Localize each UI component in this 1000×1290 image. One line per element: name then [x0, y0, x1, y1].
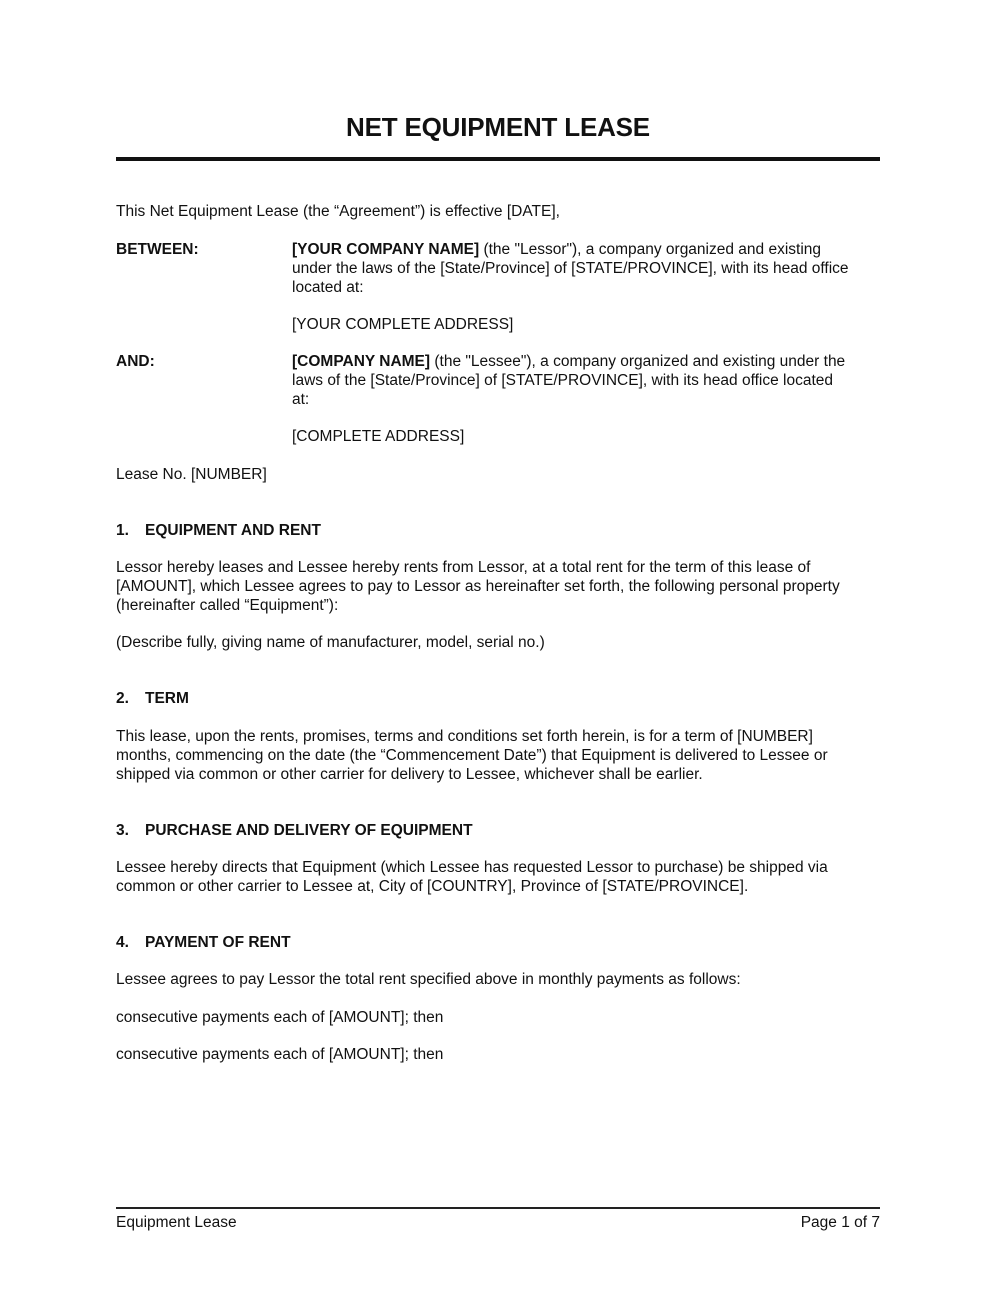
section-1-para-1-line-3: (hereinafter called “Equipment”):	[116, 597, 339, 614]
title-divider	[116, 157, 880, 161]
lessee-text: (the "Lessee"), a company organized and existing under the	[430, 353, 846, 370]
lessee-name: [COMPANY NAME]	[292, 353, 431, 370]
section-title: TERM	[145, 690, 189, 707]
section-3-line-2: common or other carrier to Lessee at, City of [COUNTRY], Province of [STATE/PROVINCE].	[116, 878, 749, 895]
section-heading-2	[116, 689, 189, 708]
lessor-text: (the "Lessor"), a company organized and existing	[479, 241, 822, 258]
footer-document-name: Equipment Lease	[116, 1214, 237, 1231]
section-2-line-2: months, commencing on the date (the “Commencement Date”) that Equipment is delivered to Lessee or	[116, 747, 828, 764]
document-title: NET EQUIPMENT LEASE	[346, 112, 650, 142]
lessor-name: [YOUR COMPANY NAME]	[292, 241, 480, 258]
lessee-line-2: laws of the [State/Province] of [STATE/PROVINCE], with its head office located	[292, 372, 834, 389]
section-4-para-1: Lessee agrees to pay Lessor the total rent specified above in monthly payments as follows:	[116, 971, 741, 988]
section-number: 2.	[116, 690, 129, 707]
footer-page-number: Page 1 of 7	[800, 1214, 880, 1231]
section-1-para-1-line-1: Lessor hereby leases and Lessee hereby rents from Lessor, at a total rent for the term of this lease of	[116, 559, 811, 576]
section-4-para-2: consecutive payments each of [AMOUNT]; then	[116, 1009, 444, 1026]
section-3-line-1: Lessee hereby directs that Equipment (which Lessee has requested Lessor to purchase) be shipped via	[116, 859, 828, 876]
section-heading-4	[116, 933, 291, 952]
section-title: PURCHASE AND DELIVERY OF EQUIPMENT	[145, 822, 473, 839]
lessee-line-3: at:	[292, 391, 310, 408]
footer-divider	[116, 1207, 880, 1209]
section-number: 4.	[116, 934, 129, 951]
lessor-line-1	[292, 240, 821, 259]
section-heading-3	[116, 821, 473, 840]
section-1-para-1-line-2: [AMOUNT], which Lessee agrees to pay to Lessor as hereinafter set forth, the following personal property	[116, 578, 840, 595]
section-title: EQUIPMENT AND RENT	[145, 522, 321, 539]
section-number: 3.	[116, 822, 129, 839]
lessor-line-3: located at:	[292, 279, 364, 296]
section-1-para-2: (Describe fully, giving name of manufacturer, model, serial no.)	[116, 634, 545, 651]
lessor-line-2: under the laws of the [State/Province] of [STATE/PROVINCE], with its head office	[292, 260, 849, 277]
section-4-para-3: consecutive payments each of [AMOUNT]; then	[116, 1046, 444, 1063]
lessee-address: [COMPLETE ADDRESS]	[292, 428, 465, 445]
section-number: 1.	[116, 522, 129, 539]
lease-number: Lease No. [NUMBER]	[116, 466, 267, 483]
section-title: PAYMENT OF RENT	[145, 934, 291, 951]
intro-paragraph: This Net Equipment Lease (the “Agreement”) is effective [DATE],	[116, 203, 560, 220]
lessee-line-1	[292, 352, 845, 371]
section-heading-1	[116, 521, 321, 540]
party-label-and: AND:	[116, 353, 155, 370]
section-2-line-1: This lease, upon the rents, promises, terms and conditions set forth herein, is for a term of [NUMBER]	[116, 728, 813, 745]
lessor-address: [YOUR COMPLETE ADDRESS]	[292, 316, 514, 333]
section-2-line-3: shipped via common or other carrier for delivery to Lessee, whichever shall be earlier.	[116, 766, 703, 783]
party-label-between: BETWEEN:	[116, 241, 199, 258]
